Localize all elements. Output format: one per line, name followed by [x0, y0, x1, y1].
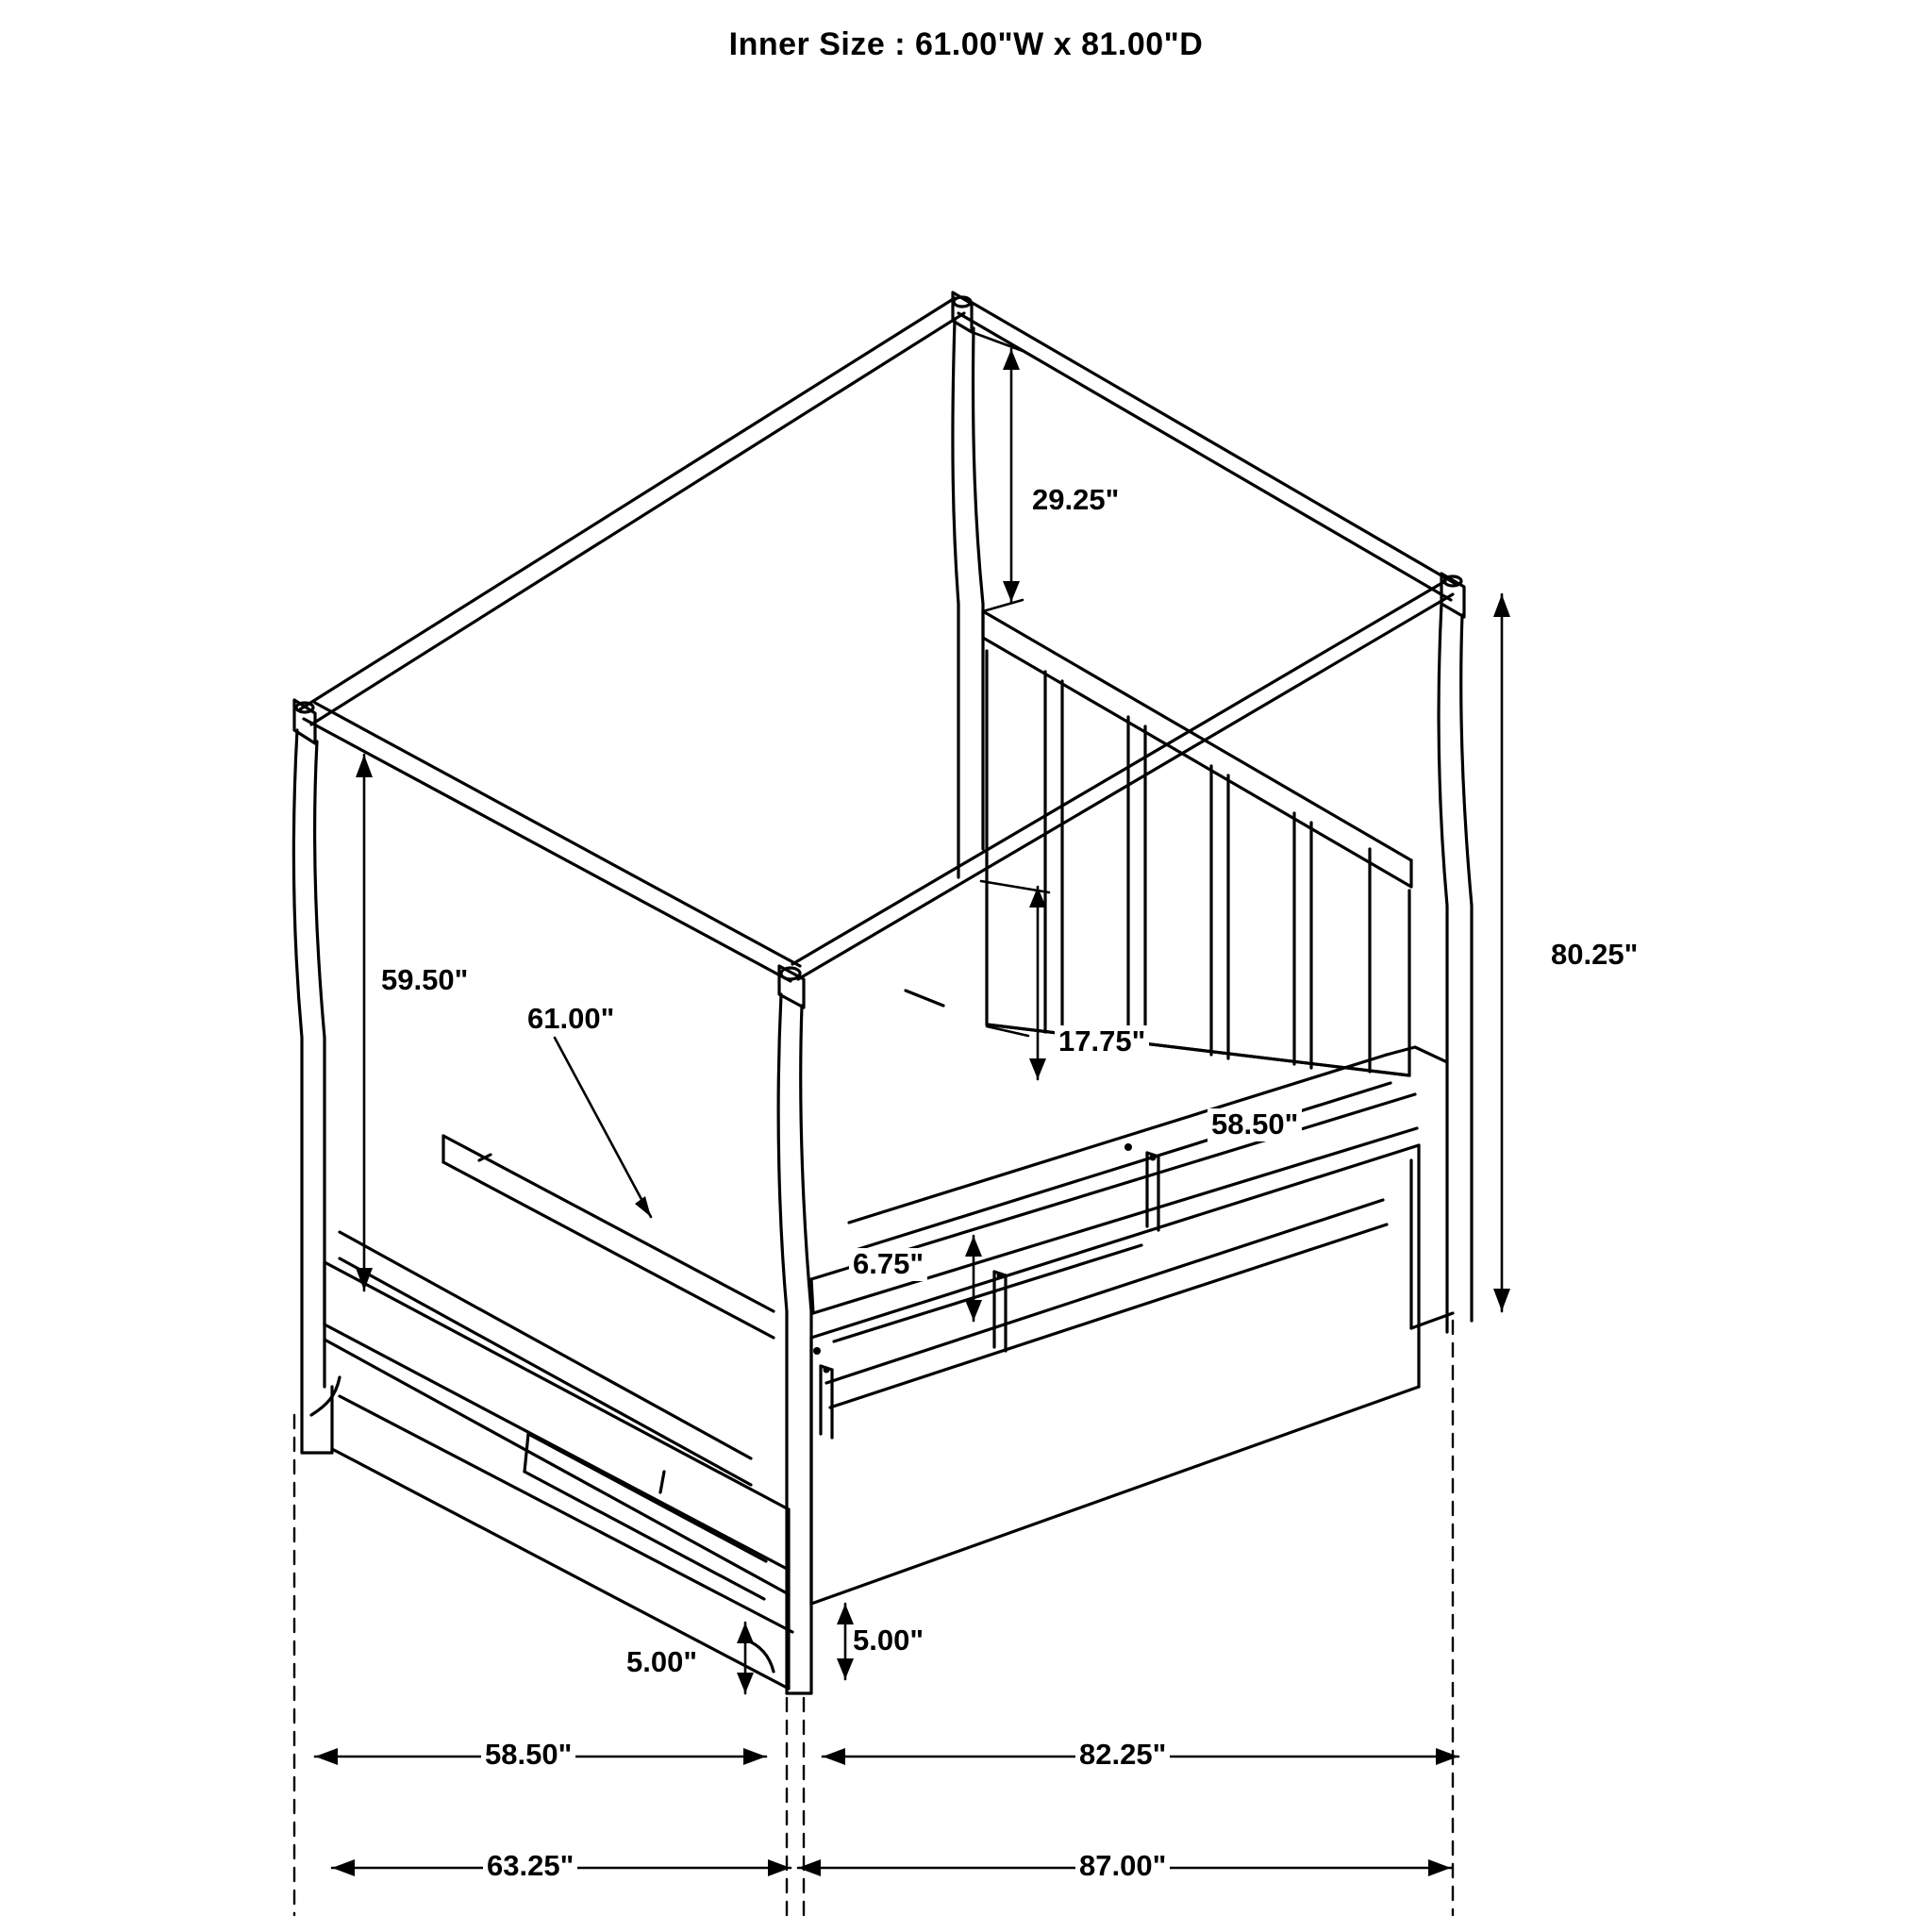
- footboard-left-bottom-edge: [325, 1324, 789, 1570]
- deck-rail-right-bottom: [853, 1083, 1391, 1251]
- dim-label-61-00: 61.00": [524, 1003, 618, 1036]
- canopy-rail-top-right-front: [798, 594, 1453, 979]
- center-leg-2-bolt: [997, 1273, 1004, 1279]
- footboard-left-detail-2: [525, 1472, 764, 1599]
- center-leg-3-bolt: [824, 1367, 830, 1374]
- ext-29-25-bottom: [983, 600, 1023, 611]
- arrow-61-00: [635, 1196, 651, 1217]
- dim-label-82-25: 82.25": [1075, 1739, 1170, 1772]
- slat-support-left-bottom: [443, 1162, 774, 1338]
- post-back-left-edge: [953, 321, 958, 877]
- canopy-rail-top-left-front: [304, 719, 791, 981]
- headboard-panel: [987, 651, 1409, 1075]
- arrow-6-75-top: [965, 1236, 982, 1257]
- footboard-left-detail-tick: [660, 1472, 664, 1492]
- deck-rail-right-top: [849, 1055, 1387, 1223]
- dim-label-6-75: 6.75": [849, 1248, 927, 1281]
- post-back-right-edge: [973, 328, 983, 849]
- canopy-rail-top-right-back-inner: [958, 313, 1451, 600]
- side-rail-right-left-end: [811, 1279, 813, 1313]
- canopy-rail-top-right-front-inner: [792, 581, 1445, 964]
- post-left-outer-edge: [293, 730, 302, 1415]
- deck-rail-hidden: [906, 991, 943, 1006]
- footboard-left-top-edge: [325, 1262, 789, 1509]
- arrow-6-75-bottom: [965, 1300, 982, 1321]
- footboard-left-detail-end: [525, 1434, 528, 1472]
- footboard-left-lower-bottom: [332, 1449, 789, 1689]
- dim-label-59-50: 59.50": [377, 964, 472, 997]
- post-left-foot: [302, 1387, 332, 1453]
- arrow-87-00-left: [798, 1859, 821, 1876]
- center-leg-1-bolt: [1150, 1155, 1157, 1161]
- post-left-inner-edge: [315, 741, 325, 1349]
- dim-label-87-00: 87.00": [1075, 1850, 1170, 1883]
- arrow-59-50-top: [356, 755, 373, 777]
- footboard-right-bottom: [811, 1387, 1419, 1604]
- canopy-rail-top-left-back-inner: [311, 313, 964, 724]
- arrow-80-25-top: [1493, 594, 1510, 617]
- dim-label-17-75: 17.75": [1055, 1025, 1149, 1058]
- arrow-5-00-left-top: [737, 1623, 754, 1643]
- dim-label-headboard-width: 58.50": [1208, 1108, 1302, 1141]
- arrow-29-25-bottom: [1003, 581, 1020, 602]
- arrow-63-25-left: [332, 1859, 355, 1876]
- footboard-right-top: [811, 1145, 1419, 1338]
- arrow-58-50-left: [315, 1748, 338, 1765]
- arrow-58-50-right: [743, 1748, 766, 1765]
- headboard-top-rail-front: [983, 638, 1411, 887]
- arrow-5-00-left-bottom: [737, 1673, 754, 1693]
- post-right-outer-edge: [1439, 604, 1447, 1300]
- post-right-inner-edge: [1461, 615, 1472, 1321]
- arrow-5-00-center-top: [837, 1604, 854, 1624]
- rail-bolt-b: [1124, 1143, 1132, 1151]
- dim-label-63-25: 63.25": [483, 1850, 577, 1883]
- deck-center-rail-top: [826, 1200, 1383, 1383]
- side-rail-right-top-outer: [813, 1128, 1417, 1313]
- post-front-inner-edge: [801, 1006, 811, 1693]
- arrow-82-25-right: [1436, 1748, 1458, 1765]
- canopy-rail-top-left-back: [300, 298, 955, 709]
- arrow-87-00-right: [1428, 1859, 1451, 1876]
- dim-label-5-00-left: 5.00": [623, 1646, 701, 1679]
- canopy-rail-top-left-front-inner: [315, 703, 800, 966]
- dim-label-29-25: 29.25": [1028, 484, 1123, 517]
- arrow-82-25-left: [823, 1748, 845, 1765]
- rail-bolt-a: [813, 1347, 821, 1355]
- footboard-left-detail-1: [528, 1434, 766, 1561]
- arrow-29-25-top: [1003, 349, 1020, 370]
- leader-61-00: [555, 1038, 651, 1217]
- arrow-5-00-center-bottom: [837, 1658, 854, 1679]
- dim-label-5-00-center: 5.00": [849, 1624, 927, 1657]
- footboard-left-mid-line: [340, 1396, 792, 1632]
- canopy-rail-top-right-back: [964, 298, 1457, 585]
- page-title: Inner Size : 61.00"W x 81.00"D: [728, 26, 1204, 62]
- slat-support-left-top: [443, 1136, 774, 1311]
- headboard-top-rail-back: [983, 611, 1411, 860]
- dim-label-80-25: 80.25": [1547, 939, 1641, 972]
- deck-join-right: [1387, 1047, 1447, 1062]
- arrow-17-75-bottom: [1029, 1058, 1046, 1079]
- arrow-80-25-bottom: [1493, 1289, 1510, 1311]
- dim-label-58-50-bottom: 58.50": [481, 1739, 575, 1772]
